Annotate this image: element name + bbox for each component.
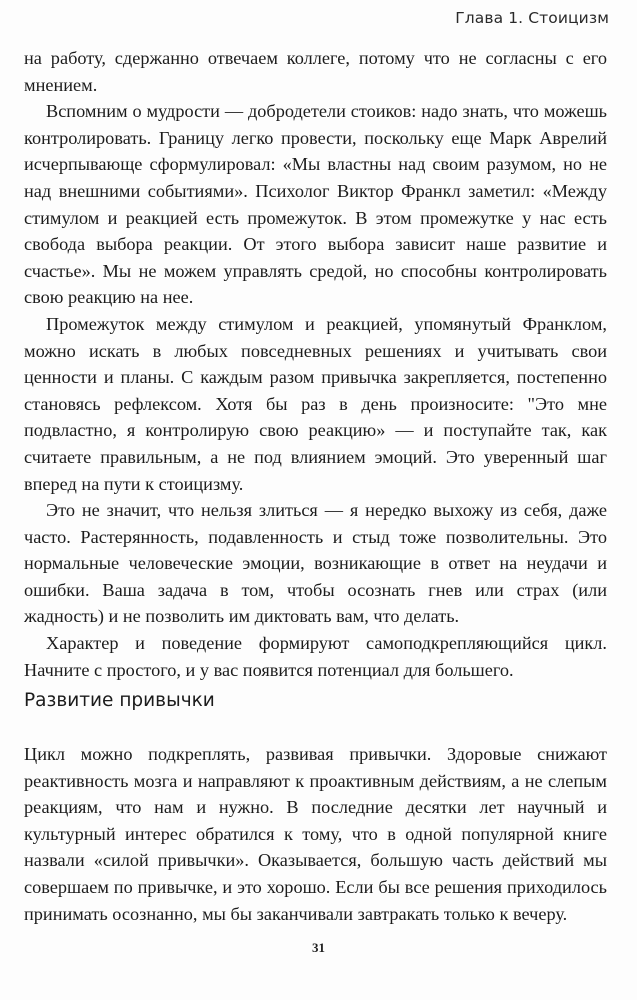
page-number: 31	[312, 940, 325, 955]
paragraph: Вспомним о мудрости — добродетели стоиков: надо знать, что можешь контролировать. Границу легко провести, поскольку еще Марк Аврелий исчерпывающе сформулировал: «Мы властны над своим разумом, но не над внешними событиями». Психолог Виктор Франкл заметил: «Между стимулом и реакцией есть промежуток. В этом промежутке у нас есть свобода выбора реакции. От этого выбора зависит наше развитие и счастье». Мы не можем управлять средой, но способны контролировать свою реакцию на нее.	[24, 101, 607, 308]
running-head: Глава 1. Стоицизм	[455, 9, 609, 27]
section-body-text	[24, 741, 607, 927]
body-text	[24, 45, 607, 683]
section-heading: Развитие привычки	[24, 690, 215, 711]
paragraph: на работу, сдержанно отвечаем коллеге, потому что не согласны с его мнением.	[24, 48, 607, 95]
paragraph: Характер и поведение формируют самоподкрепляющийся цикл. Начните с простого, и у вас появится потенциал для большего.	[24, 633, 607, 680]
paragraph: Это не значит, что нельзя злиться — я нередко выхожу из себя, даже часто. Растерянность, подавленность и стыд тоже позволительны. Это нормальные человеческие эмоции, возникающие в ответ на неудачи и ошибки. Ваша задача в том, чтобы осознать гнев или страх (или жадность) и не позволить им диктовать вам, что делать.	[24, 500, 607, 627]
paragraph: Промежуток между стимулом и реакцией, упомянутый Франклом, можно искать в любых повседневных решениях и учитывать свои ценности и планы. С каждым разом привычка закрепляется, постепенно становясь рефлексом. Хотя бы раз в день произносите: "Это мне подвластно, я контролирую свою реакцию» — и поступайте так, как считаете правильным, а не под влиянием эмоций. Это уверенный шаг вперед на пути к стоицизму.	[24, 313, 607, 494]
paragraph: Цикл можно подкреплять, развивая привычки. Здоровые снижают реактивность мозга и направляют к проактивным действиям, а не слепым реакциям, что нам и нужно. В последние десятки лет научный и культурный интерес обратился к тому, что в одной популярной книге назвали «силой привычки». Оказывается, большую часть действий мы совершаем по привычке, и это хорошо. Если бы все решения приходилось принимать осознанно, мы бы заканчивали завтракать только к вечеру.	[24, 744, 607, 924]
